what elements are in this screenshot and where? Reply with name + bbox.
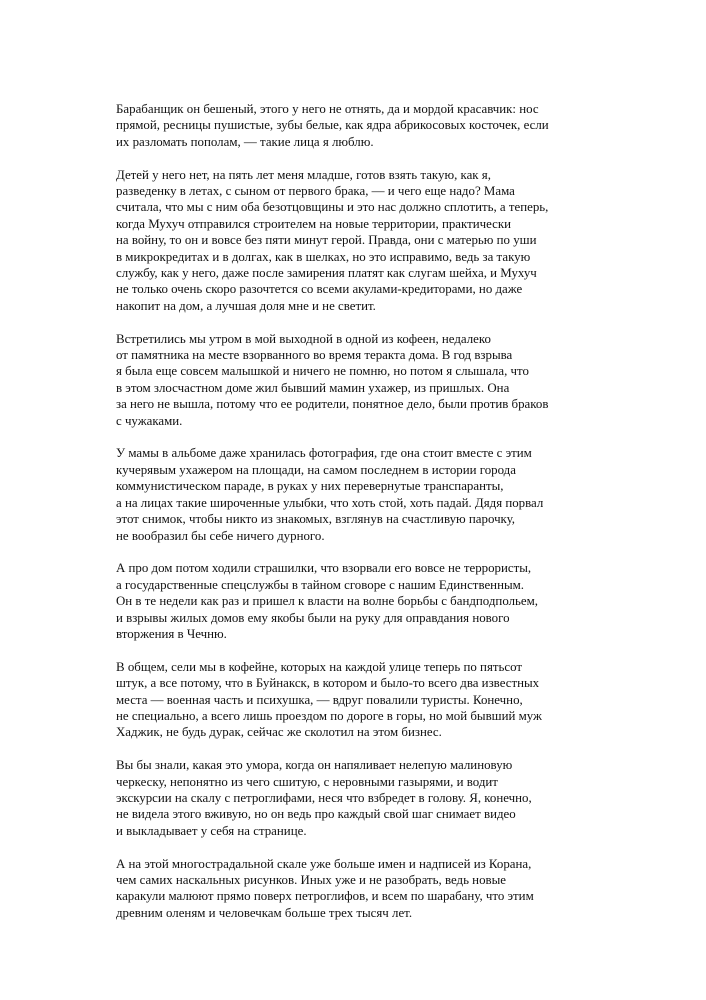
text-line: Хаджик, не будь дурак, сейчас же сколотил на этом бизнес.: [116, 725, 442, 740]
text-line: А на этой многострадальной скале уже больше имен и надписей из Корана,: [116, 856, 532, 871]
text-line: их разломать пополам, — такие лица я люблю.: [116, 134, 374, 149]
text-line: за него не вышла, потому что ее родители, понятное дело, были против браков: [116, 397, 549, 412]
document-text-body: [116, 101, 596, 938]
text-line: Он в те недели как раз и пришел к власти на волне борьбы с бандподпольем,: [116, 594, 539, 609]
paragraph: [116, 331, 596, 429]
text-line: не только очень скоро разочтется со всеми акулами-кредиторами, но даже: [116, 282, 523, 297]
paragraph: [116, 856, 596, 922]
text-line: не видела этого вживую, но он ведь про каждый свой шаг снимает видео: [116, 807, 516, 822]
text-line: В общем, сели мы в кофейне, которых на каждой улице теперь по пятьсот: [116, 659, 523, 674]
text-line: я была еще совсем малышкой и ничего не помню, но потом я слышала, что: [116, 364, 529, 379]
text-line: от памятника на месте взорванного во время теракта дома. В год взрыва: [116, 348, 513, 363]
text-line: Вы бы знали, какая это умора, когда он напяливает нелепую малиновую: [116, 758, 513, 773]
text-line: Барабанщик он бешеный, этого у него не отнять, да и мордой красавчик: нос: [116, 102, 539, 116]
text-line: службу, как у него, даже после замирения платят как слугам шейха, и Мухуч: [116, 266, 537, 281]
text-line: этот снимок, чтобы никто из знакомых, взглянув на счастливую парочку,: [116, 512, 516, 527]
text-line: черкеску, непонятно из чего сшитую, с неровными газырями, и водит: [116, 774, 498, 789]
paragraph: [116, 101, 596, 150]
text-line: и взрывы жилых домов ему якобы были на руку для оправдания нового: [116, 610, 510, 625]
text-line: Встретились мы утром в мой выходной в одной из кофеен, недалеко: [116, 331, 491, 346]
text-line: экскурсии на скалу с петроглифами, неся что взбредет в голову. Я, конечно,: [116, 790, 532, 805]
text-line: прямой, ресницы пушистые, зубы белые, как ядра абрикосовых косточек, если: [116, 118, 549, 133]
text-line: когда Мухуч отправился строителем на новые территории, практически: [116, 216, 512, 231]
text-line: вторжения в Чечню.: [116, 626, 227, 641]
paragraph: [116, 445, 596, 543]
text-line: в микрокредитах и в долгах, как в шелках, но это исправимо, ведь за такую: [116, 249, 531, 264]
text-line: в этом злосчастном доме жил бывший мамин ухажер, из пришлых. Она: [116, 380, 510, 395]
text-line: и выкладывает у себя на странице.: [116, 823, 307, 838]
text-line: А про дом потом ходили страшилки, что взорвали его вовсе не террористы,: [116, 561, 532, 576]
paragraph: [116, 757, 596, 839]
text-line: места — военная часть и психушка, — вдруг повалили туристы. Конечно,: [116, 692, 523, 707]
paragraph: [116, 659, 596, 741]
text-line: а на лицах такие широченные улыбки, что хоть стой, хоть падай. Дядя порвал: [116, 495, 544, 510]
paragraph: [116, 167, 596, 315]
text-line: не вообразил бы себе ничего дурного.: [116, 528, 325, 543]
text-line: считала, что мы с ним оба безотцовщины и это нас должно сплотить, а теперь,: [116, 200, 549, 215]
text-line: древним оленям и человечкам больше трех тысяч лет.: [116, 905, 413, 920]
text-line: накопит на дом, а лучшая доля мне и не светит.: [116, 298, 376, 313]
paragraph: [116, 560, 596, 642]
text-line: не специально, а всего лишь проездом по дороге в горы, но мой бывший муж: [116, 708, 542, 723]
text-line: коммунистическом параде, в руках у них перевернутые транспаранты,: [116, 479, 504, 494]
text-line: чем самих наскальных рисунков. Иных уже и не разобрать, ведь новые: [116, 872, 506, 887]
text-line: Детей у него нет, на пять лет меня младше, готов взять такую, как я,: [116, 167, 491, 182]
text-line: а государственные спецслужбы в тайном сговоре с нашим Единственным.: [116, 577, 525, 592]
text-line: с чужаками.: [116, 413, 183, 428]
text-line: У мамы в альбоме даже хранилась фотография, где она стоит вместе с этим: [116, 446, 532, 461]
text-line: штук, а все потому, что в Буйнакск, в котором и было-то всего два известных: [116, 676, 540, 691]
text-line: разведенку в летах, с сыном от первого брака, — и чего еще надо? Мама: [116, 184, 515, 199]
text-line: кучерявым ухажером на площади, на самом последнем в истории города: [116, 462, 516, 477]
text-line: на войну, то он и вовсе без пяти минут герой. Правда, они с матерью по уши: [116, 233, 537, 248]
text-line: каракули малюют прямо поверх петроглифов, и всем по шарабану, что этим: [116, 889, 534, 904]
